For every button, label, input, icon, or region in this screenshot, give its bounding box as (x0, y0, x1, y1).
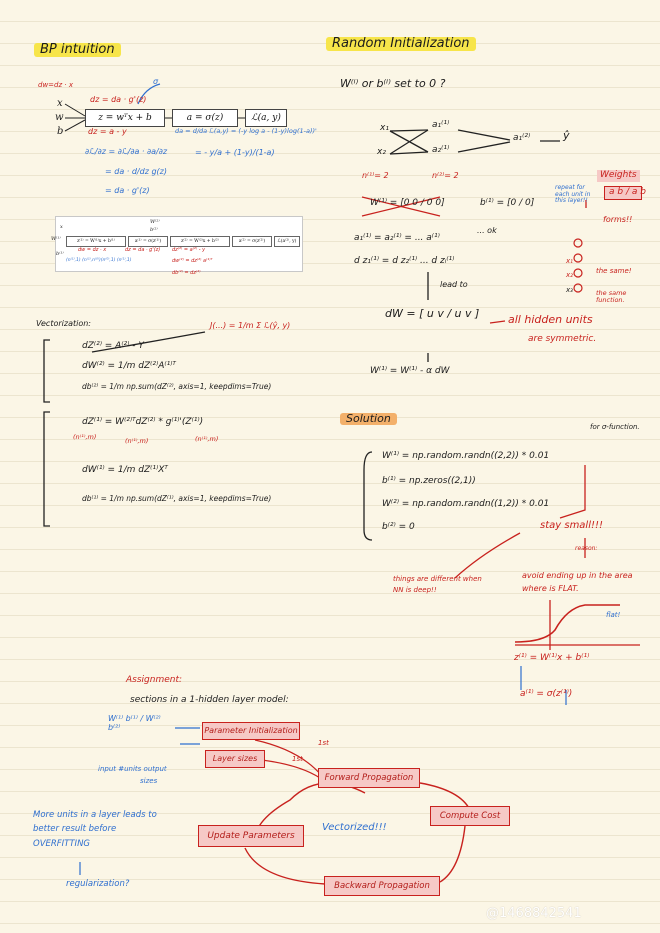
lead-to: lead to (440, 280, 468, 289)
nn-z2-box: z⁽²⁾ = W⁽²⁾x + b⁽²⁾ (170, 236, 230, 247)
node-param-init: Parameter Initialization (202, 722, 300, 740)
a-equation: a⁽¹⁾ = σ(z⁽¹⁾) (520, 689, 573, 699)
nn-dw2: dw⁽²⁾ = dz⁽²⁾ a⁽¹⁾ᵀ (172, 258, 213, 264)
ok-note: ... ok (477, 226, 497, 235)
vec-dims-3: (n⁽¹⁾,m) (195, 435, 219, 443)
same-function-note: the same function. (596, 289, 627, 305)
vec-eq-2: dW⁽²⁾ = 1/m dZ⁽²⁾A⁽¹⁾ᵀ (82, 361, 176, 371)
net-a21: a₂⁽¹⁾ (432, 145, 450, 155)
solution-line-2: b⁽¹⁾ = np.zeros((2,1)) (382, 476, 476, 486)
watermark: @1468842541 (486, 906, 582, 921)
nn-dw-note: dw = dz · x (78, 247, 107, 253)
avoid-flat: avoid ending up in the area where is FLAT. (522, 571, 633, 593)
net-a12: a₁⁽²⁾ (513, 133, 531, 143)
nn-b1: b⁽¹⁾ (56, 251, 64, 257)
vec-eq-4: dZ⁽¹⁾ = W⁽²⁾ᵀdZ⁽²⁾ * g⁽¹⁾'(Z⁽¹⁾) (82, 417, 204, 427)
params-list: W⁽¹⁾ b⁽¹⁾ / W⁽²⁾ b⁽²⁾ (108, 714, 161, 732)
nn-W1: W⁽¹⁾ (51, 236, 61, 242)
vec-eq-6: db⁽¹⁾ = 1/m np.sum(dZ⁽¹⁾, axis=1, keepdims=True) (82, 494, 272, 503)
assignment-sections: sections in a 1-hidden layer model: (130, 695, 289, 705)
nn-db2: db⁽²⁾ = dz⁽²⁾ (172, 270, 201, 276)
bp-title: BP intuition (34, 43, 121, 57)
vec-eq-1: dZ⁽²⁾ = A⁽²⁾ - Y (82, 341, 144, 351)
dot-x1: x₁ (566, 257, 573, 265)
all-hidden-units: all hidden units (508, 313, 593, 326)
net-x2: x₂ (377, 147, 386, 157)
chain-rule-3: = da · g'(z) (105, 186, 150, 195)
zero-question: W⁽ⁱ⁾ or b⁽ⁱ⁾ set to 0 ? (340, 77, 446, 90)
node-backward-prop: Backward Propagation (324, 876, 440, 896)
weights-matrix: a b / a b (604, 186, 642, 200)
graph-x: x (57, 98, 63, 109)
nn-loss-box: ℒ(a⁽²⁾, y) (274, 236, 300, 247)
repeat-note: repeat for each unit in this layer!! (555, 184, 591, 205)
dw-note: dw=dz · x (38, 81, 73, 89)
sigma-mark: σ (153, 77, 159, 86)
nn-dz-note: dz = da · g'(z) (125, 247, 161, 253)
nn-x: x (60, 224, 63, 230)
node-forward-prop: Forward Propagation (318, 768, 420, 788)
more-units-note: More units in a layer leads to better result before OVERFITTING (33, 810, 157, 849)
b1-zero-vector: b⁽¹⁾ = [0 / 0] (480, 198, 535, 208)
graph-w: w (55, 112, 64, 123)
loss-box: ℒ(a, y) (245, 109, 287, 127)
flat-note: flat! (606, 611, 621, 619)
nn-a1-box: a⁽¹⁾ = σ(z⁽¹⁾) (128, 236, 168, 247)
dot-x2: x₂ (566, 271, 573, 279)
random-init-title: Random Initialization (326, 37, 476, 51)
z-box: z = wᵀx + b (85, 109, 165, 127)
graph-b: b (57, 126, 64, 137)
for-sigma-note: for σ-function. (590, 423, 640, 431)
step-1st-b: 1st (292, 755, 303, 763)
weights-label: Weights (597, 170, 640, 182)
chain-rule-1: ∂ℒ/∂z = ∂ℒ/∂a · ∂a/∂z (85, 147, 168, 156)
same-activations: a₁⁽¹⁾ = a₂⁽¹⁾ = ... a⁽¹⁾ (354, 233, 440, 243)
vec-dims-1: (n⁽¹⁾,m) (73, 433, 97, 441)
weight-update: W⁽¹⁾ = W⁽¹⁾ - α dW (370, 366, 450, 376)
solution-line-1: W⁽¹⁾ = np.random.randn((2,2)) * 0.01 (382, 451, 550, 461)
things-different: things are different when NN is deep!! (393, 575, 482, 594)
node-layer-sizes: Layer sizes (205, 750, 265, 768)
dW-matrix: dW = [ u v / u v ] (385, 307, 480, 320)
cost-function: J(...) = 1/m Σ ℒ(ŷ, y) (210, 321, 291, 330)
assignment-title: Assignment: (126, 675, 183, 685)
vec-eq-3: db⁽²⁾ = 1/m np.sum(dZ⁽²⁾, axis=1, keepdims=True) (82, 382, 272, 391)
are-symmetric: are symmetric. (528, 334, 597, 344)
vec-dims-2: (n⁽¹⁾,m) (125, 437, 149, 445)
solution-line-4: b⁽²⁾ = 0 (382, 522, 415, 532)
io-sizes: sizes (140, 777, 158, 785)
regularization-note: regularization? (66, 879, 130, 889)
forms-note: forms!! (603, 215, 633, 224)
the-same-note: the same! (596, 267, 632, 275)
n1-size: n⁽¹⁾= 2 (362, 171, 389, 180)
solution-title: Solution (340, 413, 397, 425)
nn-b2: b⁽²⁾ (150, 227, 158, 233)
chain-rule-2: = da · d/dz g(z) (105, 167, 167, 176)
io-list: input #units output (98, 765, 167, 773)
net-a11: a₁⁽¹⁾ (432, 120, 450, 130)
solution-line-3: W⁽²⁾ = np.random.randn((1,2)) * 0.01 (382, 499, 550, 509)
nn-dims: (n⁽¹⁾,1) (n⁽¹⁾,n⁽⁰⁾)(n⁽⁰⁾,1) (n⁽¹⁾,1) (66, 258, 132, 263)
dz-note-2: dz = a - y (88, 127, 127, 136)
node-compute-cost: Compute Cost (430, 806, 510, 826)
z-equation: z⁽¹⁾ = W⁽¹⁾x + b⁽¹⁾ (514, 653, 590, 663)
n2-size: n⁽²⁾= 2 (432, 171, 459, 180)
step-1st-a: 1st (318, 739, 329, 747)
vectorization-label: Vectorization: (36, 319, 91, 328)
da-result: = - y/a + (1-y)/(1-a) (195, 148, 275, 157)
dot-x3: x₃ (566, 286, 573, 294)
nn-W2: W⁽²⁾ (150, 219, 160, 225)
nn-dz2: dz⁽²⁾ = a⁽²⁾ - y (172, 247, 206, 253)
nn-z1-box: z⁽¹⁾ = W⁽¹⁾x + b⁽¹⁾ (66, 236, 126, 247)
vectorized-note: Vectorized!!! (322, 822, 387, 833)
nn-a2-box: a⁽²⁾ = σ(z⁽²⁾) (232, 236, 272, 247)
stay-small: stay small!!! (540, 520, 604, 531)
same-dz: d z₁⁽¹⁾ = d z₂⁽¹⁾ ... d zᵢ⁽¹⁾ (354, 256, 455, 266)
reason-label: reason: (575, 545, 598, 552)
net-yhat: ŷ (563, 129, 570, 142)
dz-note: dz = da · g'(z) (90, 95, 147, 104)
node-update-params: Update Parameters (198, 825, 304, 847)
net-x1: x₁ (380, 123, 389, 133)
W1-zero-matrix: W⁽¹⁾ = [0 0 / 0 0] (370, 198, 445, 208)
a-box: a = σ(z) (172, 109, 238, 127)
da-note: da = d/da ℒ(a,y) = (-y log a - (1-y)log(1-a))' (175, 127, 317, 135)
vec-eq-5: dW⁽¹⁾ = 1/m dZ⁽¹⁾Xᵀ (82, 465, 168, 475)
